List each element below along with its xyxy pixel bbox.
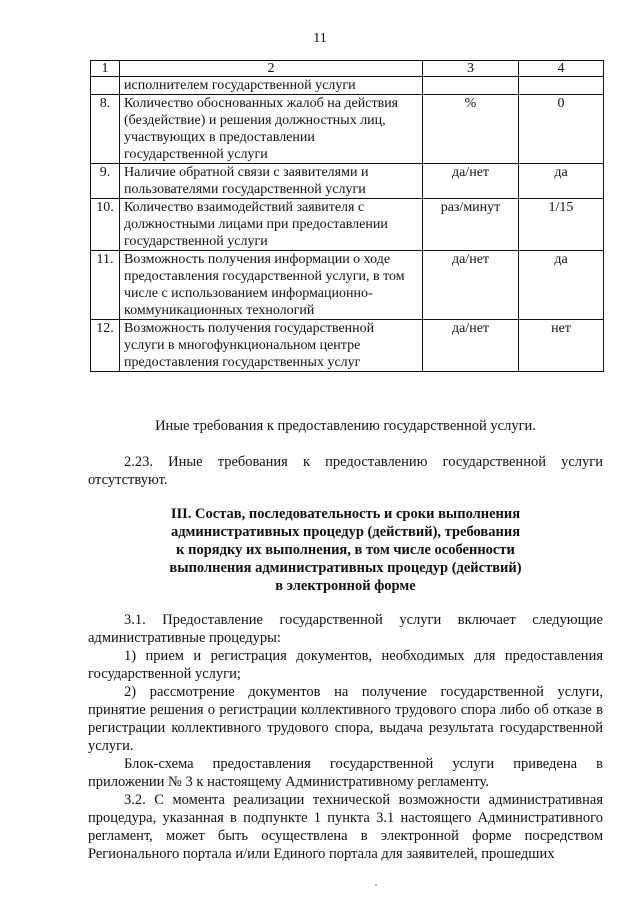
heading-line: к порядку их выполнения, в том числе особенности [176, 542, 515, 558]
table-row [91, 320, 604, 372]
page-number: 11 [313, 31, 327, 46]
row-text: Количество взаимодействий заявителя с должностными лицами при предоставлении государственной услуги [120, 199, 423, 251]
row-unit: да/нет [423, 251, 519, 320]
table-header-cell: 3 [423, 61, 519, 77]
row-unit [423, 77, 519, 95]
row-number [91, 77, 120, 95]
paragraph-3-2: 3.2. С момента реализации технической возможности административная процедура, указанная в подпункте 1 пункта 3.1 настоящего Административного регламент, может быть осуществлена в электронной форме посредством Регионального портала и/или Единого портала для заявителей, прошедших [88, 792, 603, 862]
indicators-table [90, 60, 604, 372]
row-value: 1/15 [519, 199, 604, 251]
paragraph-3-1-item-2: 2) рассмотрение документов на получение государственной услуги, принятие решения о регистрации коллективного трудового спора либо об отказе в регистрации коллективного трудового спора, выдача результата государственной услуги. [88, 684, 603, 754]
paragraph-block-scheme: Блок-схема предоставления государственной услуги приведена в приложении № 3 к настоящему Административному регламенту. [88, 756, 603, 790]
heading-line: III. Состав, последовательность и сроки выполнения [170, 506, 521, 522]
row-unit: да/нет [423, 164, 519, 199]
table-row [91, 251, 604, 320]
heading-line: административных процедур (действий), требования [170, 524, 521, 540]
row-text: Количество обоснованных жалоб на действия (бездействие) и решения должностных лиц, участвующих в предоставлении государственной услуги [120, 95, 423, 164]
row-text: Возможность получения государственной услуги в многофункциональном центре предоставления государственных услуг [120, 320, 423, 372]
row-value: да [519, 164, 604, 199]
row-text: Наличие обратной связи с заявителями и пользователями государственной услуги [120, 164, 423, 199]
row-value: нет [519, 320, 604, 372]
paragraph-2-23: 2.23. Иные требования к предоставлению государственной услуги отсутствуют. [88, 454, 603, 488]
row-unit: да/нет [423, 320, 519, 372]
table-row [91, 95, 604, 164]
table-header-cell: 2 [120, 61, 423, 77]
row-text: исполнителем государственной услуги [120, 77, 423, 95]
table-row [91, 164, 604, 199]
row-text: Возможность получения информации о ходе предоставления государственной услуги, в том числе с использованием информационно-коммуникационных технологий [120, 251, 423, 320]
table-header-row [91, 61, 604, 77]
section-subtitle: Иные требования к предоставлению государственной услуги. [155, 418, 536, 434]
section-heading [88, 505, 603, 595]
row-value: 0 [519, 95, 604, 164]
row-number: 12. [91, 320, 120, 372]
table-row [91, 77, 604, 95]
row-number: 8. [91, 95, 120, 164]
heading-line: выполнения административных процедур (действий) [169, 560, 522, 576]
table-header-cell: 1 [91, 61, 120, 77]
row-number: 10. [91, 199, 120, 251]
row-value [519, 77, 604, 95]
paragraph-3-1-item-1: 1) прием и регистрация документов, необходимых для предоставления государственной услуги; [88, 648, 603, 682]
scan-speck [375, 884, 377, 886]
row-unit: % [423, 95, 519, 164]
row-number: 9. [91, 164, 120, 199]
row-value: да [519, 251, 604, 320]
row-number: 11. [91, 251, 120, 320]
row-unit: раз/минут [423, 199, 519, 251]
table-row [91, 199, 604, 251]
heading-line: в электронной форме [275, 578, 416, 594]
paragraph-3-1: 3.1. Предоставление государственной услуги включает следующие административные процедуры: [88, 612, 603, 646]
table-header-cell: 4 [519, 61, 604, 77]
